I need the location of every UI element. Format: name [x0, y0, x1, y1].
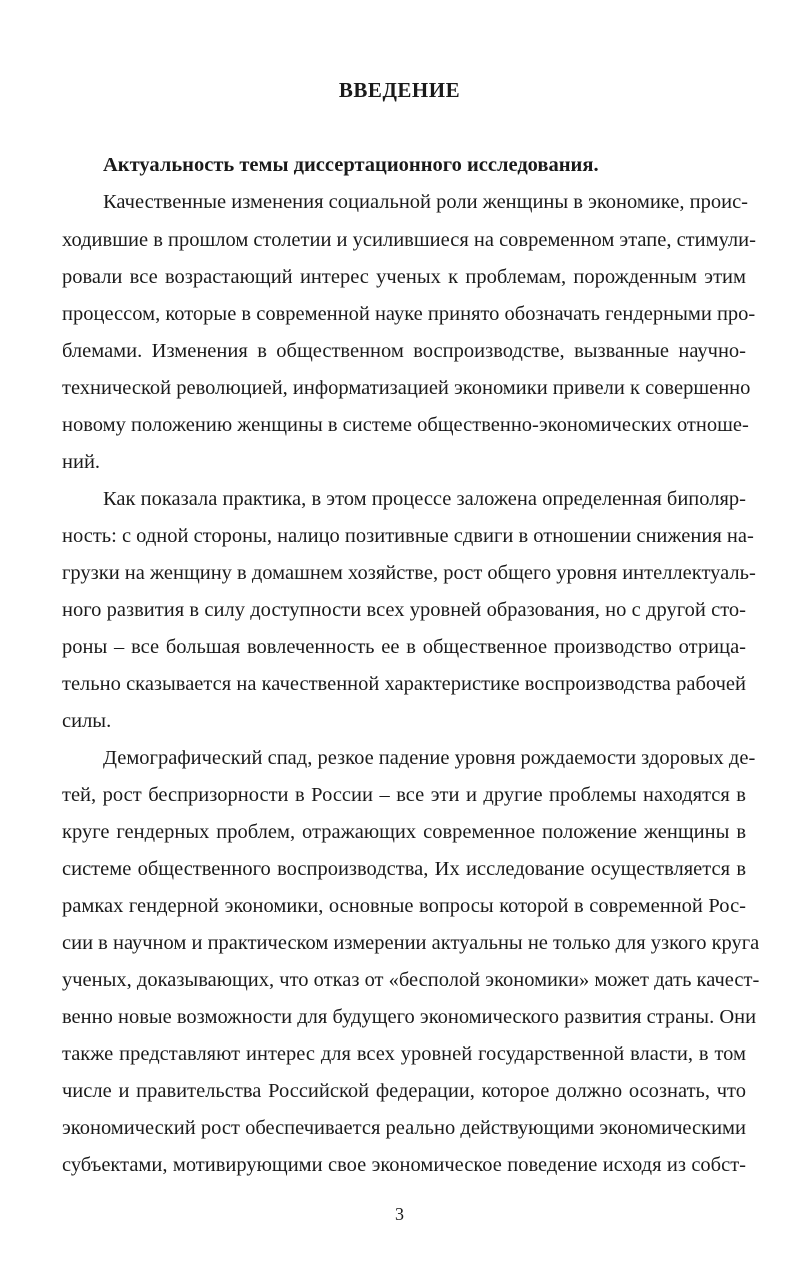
text-line: ходившие в прошлом столетии и усилившиеся на современном этапе, стимули- [62, 229, 756, 251]
text-line: рамках гендерной экономики, основные вопросы которой в современной Рос- [62, 895, 746, 917]
page-heading: ВВЕДЕНИЕ [338, 78, 461, 102]
text-line: блемами. Изменения в общественном воспроизводстве, вызванные научно- [62, 340, 746, 362]
text-line: ность: с одной стороны, налицо позитивные сдвиги в отношении снижения на- [62, 525, 754, 547]
text-line: ученых, доказывающих, что отказ от «бесполой экономики» может дать качест- [62, 969, 760, 991]
text-line: числе и правительства Российской федерации, которое должно осознать, что [62, 1080, 746, 1102]
page-number: 3 [395, 1204, 404, 1224]
text-line: силы. [62, 710, 112, 732]
text-line: тей, рост беспризорности в России – все эти и другие проблемы находятся в [62, 784, 746, 806]
text-line: экономический рост обеспечивается реально действующими экономическими [62, 1117, 746, 1139]
section-subheading: Актуальность темы диссертационного исследования. [103, 154, 599, 176]
text-line: Как показала практика, в этом процессе заложена определенная биполяр- [103, 488, 746, 510]
text-line: субъектами, мотивирующими свое экономическое поведение исходя из собст- [62, 1154, 746, 1176]
text-line: сии в научном и практическом измерении актуальны не только для узкого круга [62, 932, 760, 954]
text-line: грузки на женщину в домашнем хозяйстве, рост общего уровня интеллектуаль- [62, 562, 756, 584]
text-line: круге гендерных проблем, отражающих современное положение женщины в [62, 821, 746, 843]
text-line: также представляют интерес для всех уровней государственной власти, в том [62, 1043, 746, 1065]
text-line: ровали все возрастающий интерес ученых к проблемам, порожденным этим [62, 266, 746, 288]
text-line: Качественные изменения социальной роли женщины в экономике, проис- [103, 191, 748, 213]
text-line: тельно сказывается на качественной характеристике воспроизводства рабочей [62, 673, 746, 695]
text-line: ного развития в силу доступности всех уровней образования, но с другой сто- [62, 599, 746, 621]
text-line: венно новые возможности для будущего экономического развития страны. Они [62, 1006, 757, 1028]
text-line: процессом, которые в современной науке принято обозначать гендерными про- [62, 303, 756, 325]
text-line: ний. [62, 451, 101, 473]
text-line: системе общественного воспроизводства, Их исследование осуществляется в [62, 858, 746, 880]
text-line: технической революцией, информатизацией экономики привели к совершенно [62, 377, 751, 399]
text-line: Демографический спад, резкое падение уровня рождаемости здоровых де- [103, 747, 756, 769]
text-line: новому положению женщины в системе общественно-экономических отноше- [62, 414, 749, 436]
text-line: роны – все большая вовлеченность ее в общественное производство отрица- [62, 636, 746, 658]
